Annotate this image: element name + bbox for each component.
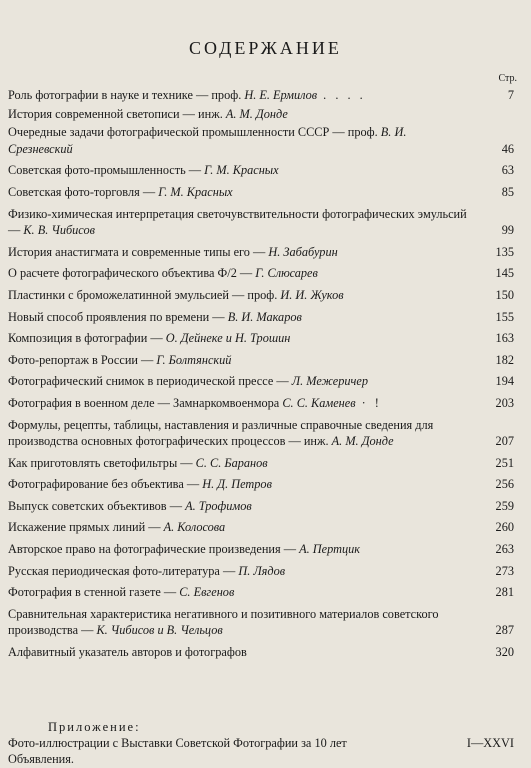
entry-page: 63 [501, 163, 514, 178]
entry-author: И. И. Жуков [280, 287, 344, 302]
entry-author: Г. Болтянский [156, 352, 232, 367]
entry-author: Г. М. Красных [204, 163, 279, 178]
entry-title: Роль фотографии в науке и технике — проф. [8, 88, 245, 102]
entry-title: Как приготовлять светофильтры — [8, 455, 196, 470]
entry-title: Пластинки с броможелатинной эмульсией — проф. [8, 287, 281, 302]
toc-entry [8, 476, 514, 493]
entry-title: Выпуск советских объективов — [8, 498, 186, 513]
entry-title: Авторское право на фотографические произведения — [8, 542, 300, 557]
appendix-heading: Приложение: [48, 720, 141, 734]
entry-title: Фотография в военном деле — Замнаркомвоенмора [8, 395, 283, 410]
toc-entry [8, 395, 514, 412]
entry-author: А. Трофимов [185, 498, 252, 513]
entry-title: Советская фото-промышленность — [8, 163, 205, 178]
toc-entry [8, 584, 514, 601]
toc-entry [8, 541, 514, 558]
entry-title: Русская периодическая фото-литература — [8, 563, 239, 578]
toc-entry [8, 606, 514, 639]
entry-title: Композиция в фотографии — [8, 331, 166, 346]
toc-entry [8, 519, 514, 536]
entry-page: 145 [495, 266, 514, 281]
entry-page: 259 [495, 498, 514, 513]
entry-author: А. М. Донде [331, 434, 394, 449]
entry-page: 256 [495, 477, 514, 492]
entry-author: В. И. Макаров [227, 309, 302, 324]
toc-entry [8, 563, 514, 580]
entry-author: Л. Межеричер [291, 374, 368, 389]
toc-entry [8, 244, 514, 261]
toc-entry [8, 184, 514, 201]
toc-entry [8, 498, 514, 515]
entry-author: Н. Е. Ермилов [244, 88, 318, 102]
entry-page: 281 [495, 585, 514, 600]
entry-page: 163 [495, 331, 514, 346]
entry-title: Фотография в стенной газете — [8, 585, 180, 600]
entry-page: 260 [495, 520, 514, 535]
entry-page: 155 [495, 309, 514, 324]
entry-title: Фотографический снимок в периодической прессе — [8, 374, 292, 389]
entry-title: Алфавитный указатель авторов и фотографов [8, 645, 247, 660]
entry-page: 46 [501, 141, 514, 156]
entry-title: Фотографирование без объектива — [8, 477, 203, 492]
entry-title: Советская фото-торговля — [8, 184, 159, 199]
toc-entry [8, 330, 514, 347]
toc-entry [8, 644, 514, 661]
toc-entry [8, 455, 514, 472]
entry-author: Г. М. Красных [158, 184, 233, 199]
advertisements-line: Объявления. [8, 752, 74, 766]
entry-author: П. Лядов [238, 563, 286, 578]
entry-title: Фото-репортаж в России — [8, 352, 157, 367]
toc-entry [8, 106, 514, 123]
entry-title: Новый способ проявления по времени — [8, 309, 228, 324]
entry-author: А. Колосова [163, 520, 226, 535]
entry-author: А. М. Донде [225, 106, 288, 121]
entry-page: 251 [495, 455, 514, 470]
entry-author: О. Дейнеке и Н. Трошин [165, 331, 291, 346]
table-of-contents [8, 87, 514, 661]
toc-entry [8, 309, 514, 326]
entry-author: С. С. Каменев [282, 395, 356, 410]
entry-author: С. С. Баранов [195, 455, 268, 470]
entry-leader: · ! [355, 395, 382, 410]
appendix-page: I—XXVI [466, 736, 514, 750]
entry-page: 135 [495, 244, 514, 259]
entry-author: В. И. Срезневский [8, 125, 407, 156]
toc-entry [8, 87, 514, 104]
entry-author: К. В. Чибисов [23, 223, 95, 238]
toc-entry [8, 373, 514, 390]
entry-page: 207 [495, 434, 514, 449]
entry-page: 273 [495, 563, 514, 578]
toc-entry [8, 287, 514, 304]
entry-author: Н. Д. Петров [202, 477, 272, 492]
entry-page: 287 [495, 623, 514, 638]
entry-title: Сравнительная характеристика негативного и позитивного материалов советского производства — [8, 606, 439, 638]
entry-page: 150 [495, 287, 514, 302]
entry-page: 99 [501, 223, 514, 238]
entry-title: О расчете фотографического объектива Ф/2 — [8, 266, 256, 281]
appendix-title: Фото-иллюстрации с Выставки Советской Фотографии за 10 лет [8, 736, 347, 750]
entry-title: Искажение прямых линий — [8, 520, 164, 535]
entry-author: Н. Забабурин [268, 244, 338, 259]
entry-title: Формулы, рецепты, таблицы, наставления и различные справочные сведения для производства основных фотографических процессов — инж. [8, 417, 434, 449]
toc-entry [8, 162, 514, 179]
toc-title: СОДЕРЖАНИЕ [189, 38, 342, 58]
toc-entry [8, 124, 514, 157]
toc-entry [8, 265, 514, 282]
entry-page: 182 [495, 352, 514, 367]
appendix-entry [8, 736, 514, 751]
entry-author: К. Чибисов и В. Чельцов [96, 623, 223, 638]
entry-author: Г. Слюсарев [255, 266, 318, 281]
toc-entry [8, 417, 514, 450]
entry-title: Физико-химическая интерпретация светочувствительности фотографических эмульсий — [8, 206, 467, 238]
entry-title: Очередные задачи фотографической промышленности СССР — проф. [8, 125, 381, 140]
toc-entry [8, 206, 514, 239]
toc-entry [8, 352, 514, 369]
entry-page: 320 [495, 645, 514, 660]
entry-leader: . . . . [317, 88, 366, 102]
entry-page: 263 [495, 542, 514, 557]
page-column-header: Стр. [498, 73, 517, 84]
entry-page: 85 [501, 184, 514, 199]
entry-author: С. Евгенов [179, 585, 235, 600]
entry-title: История современной светописи — инж. [8, 106, 226, 121]
entry-author: А. Пертцик [299, 542, 361, 557]
entry-page: 7 [507, 88, 514, 102]
entry-title: История анастигмата и современные типы его — [8, 244, 269, 259]
entry-page: 194 [495, 374, 514, 389]
entry-page: 203 [495, 395, 514, 410]
